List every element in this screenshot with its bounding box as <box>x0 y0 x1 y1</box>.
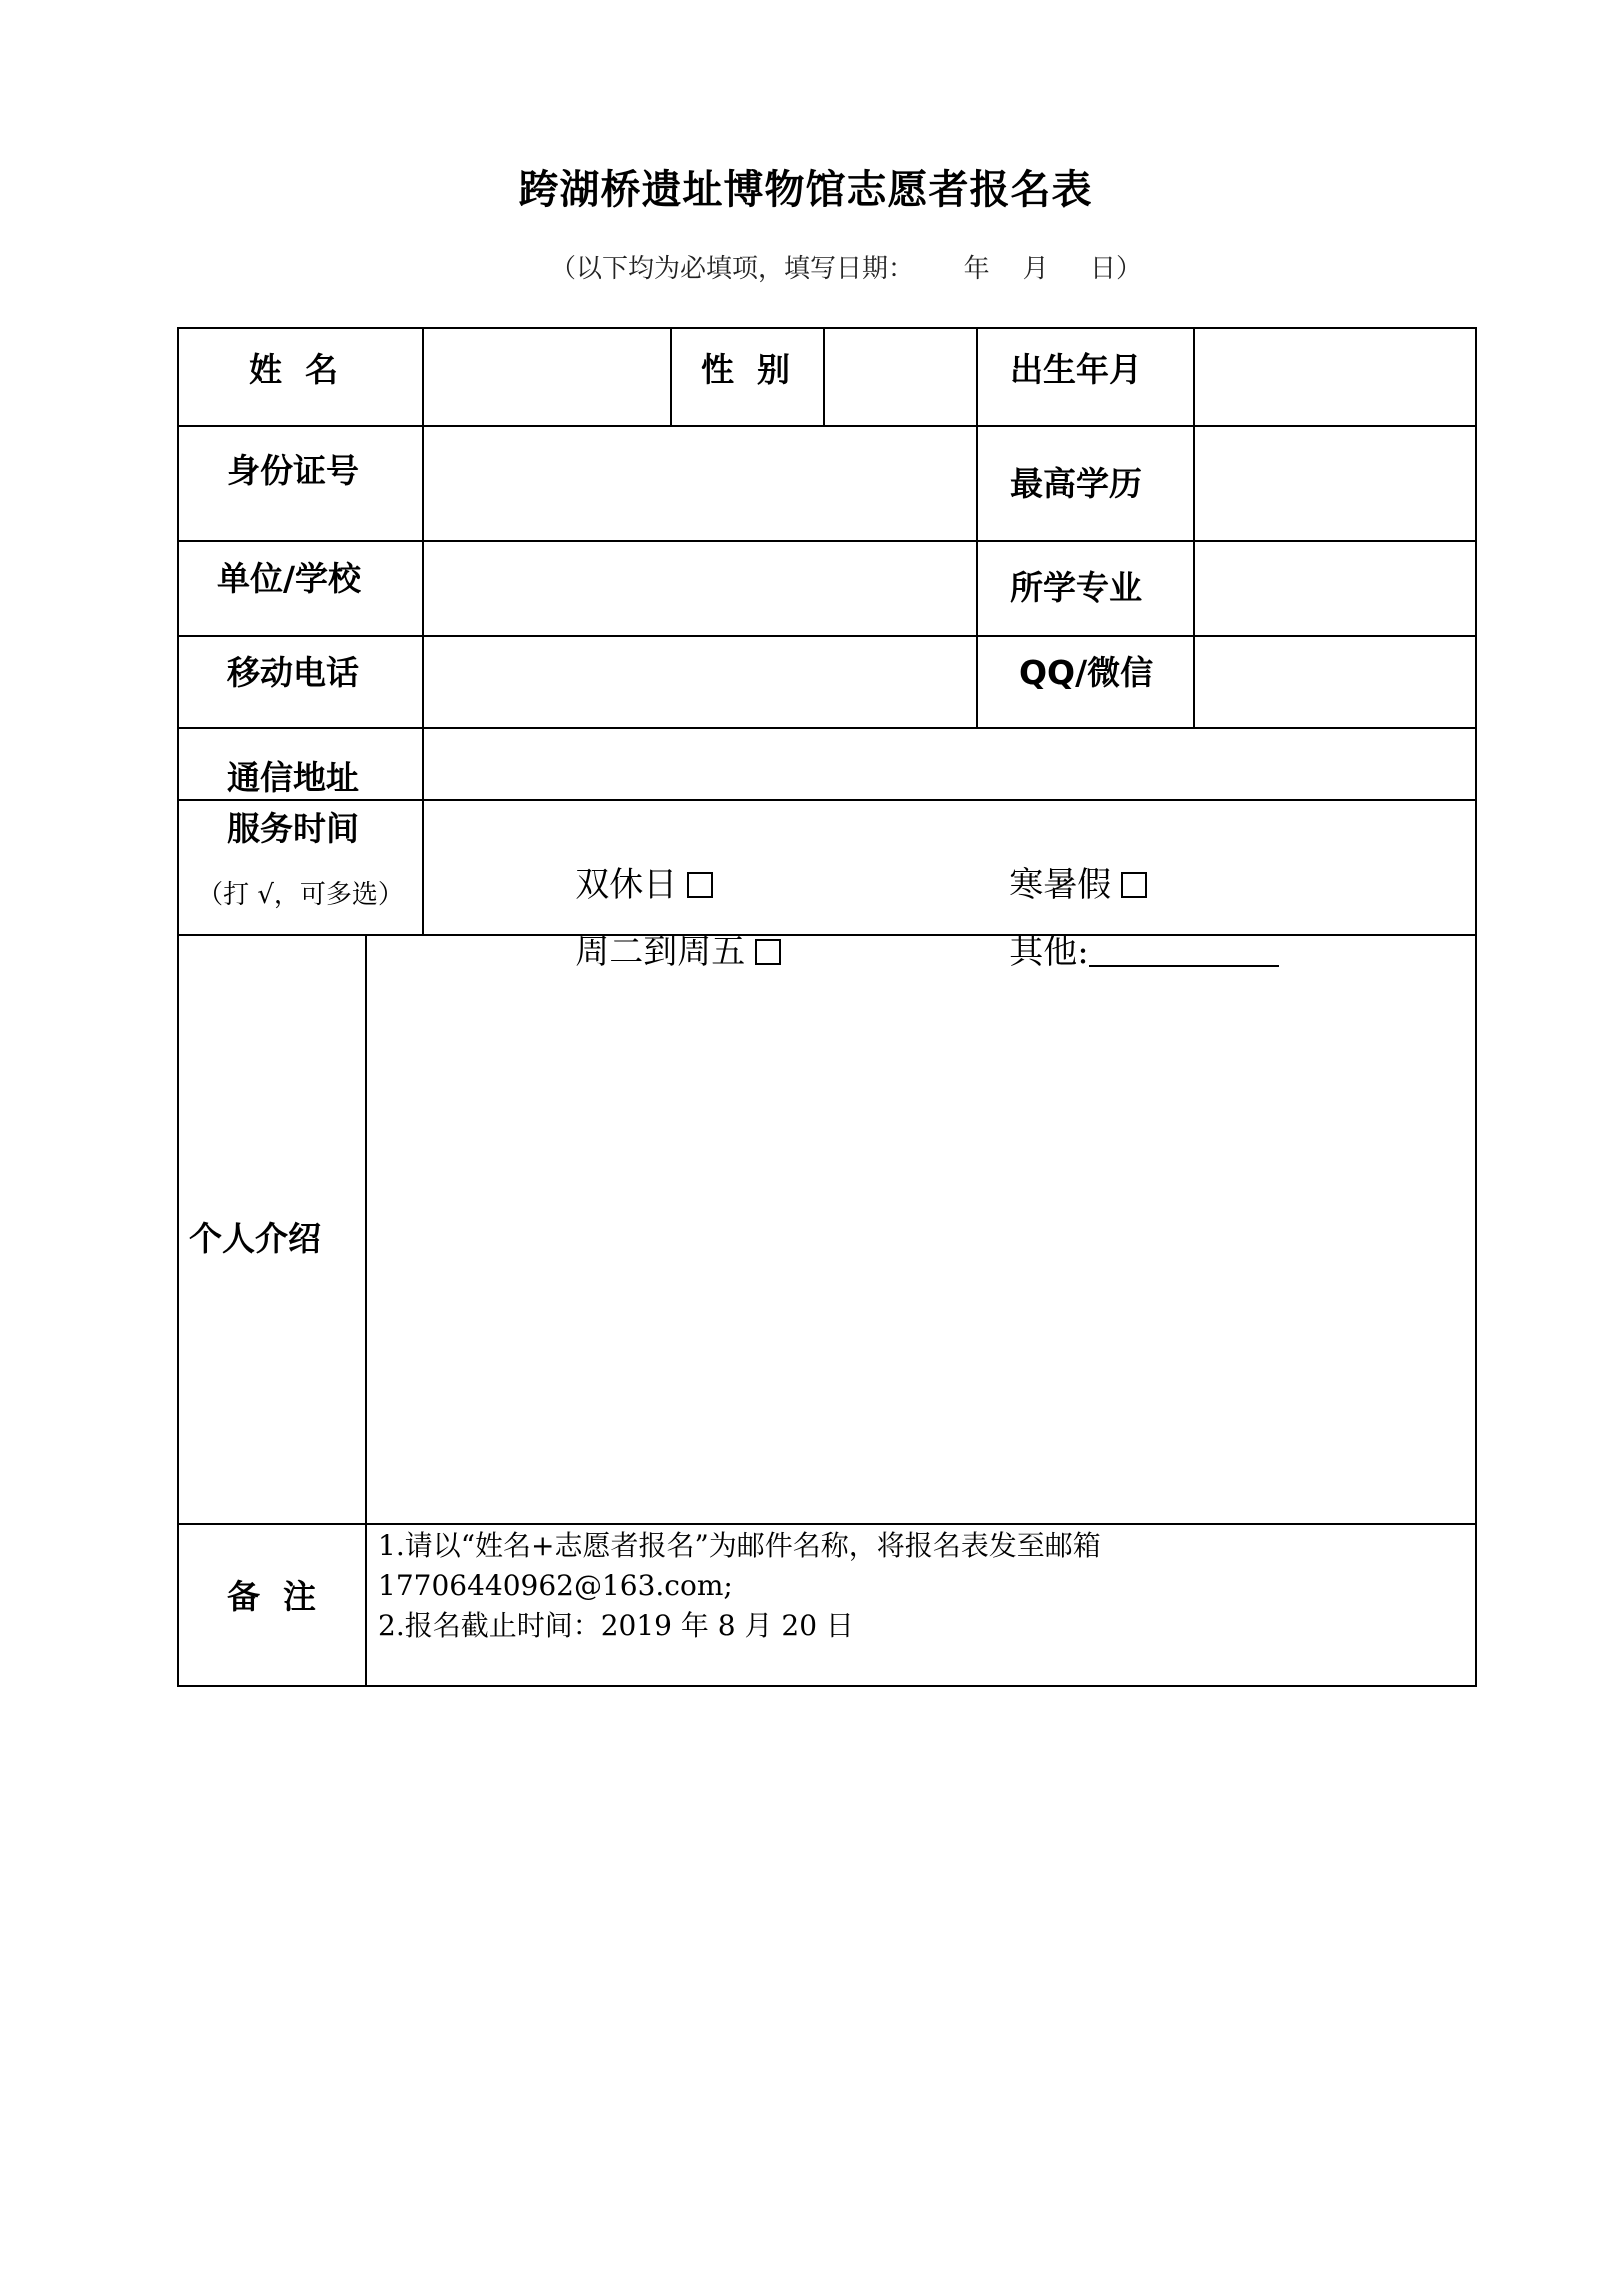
intro-label: 个人介绍 <box>189 1219 321 1258</box>
id-number-label: 身份证号 <box>227 451 359 490</box>
mobile-field[interactable] <box>424 636 976 727</box>
qq-wechat-label: QQ/微信 <box>1019 653 1154 692</box>
birth-label: 出生年月 <box>1010 350 1142 389</box>
employer-field[interactable] <box>424 541 976 635</box>
form-title: 跨湖桥遗址博物馆志愿者报名表 <box>518 166 1093 213</box>
registration-form-table <box>177 327 1477 1687</box>
row-divider <box>179 799 1475 801</box>
remarks-line-3: 2.报名截止时间：2019 年 8 月 20 日 <box>378 1609 854 1642</box>
remarks-line-1: 1.请以“姓名+志愿者报名”为邮件名称，将报名表发至邮箱 <box>378 1529 1101 1562</box>
row-divider <box>179 1523 1475 1525</box>
birth-field[interactable] <box>1195 329 1475 425</box>
qq-wechat-field[interactable] <box>1195 636 1475 727</box>
mobile-label: 移动电话 <box>227 653 359 692</box>
address-label: 通信地址 <box>227 758 359 797</box>
col-divider <box>976 329 978 727</box>
name-label: 姓 名 <box>249 350 338 389</box>
col-divider <box>670 329 672 425</box>
education-field[interactable] <box>1195 426 1475 540</box>
education-label: 最高学历 <box>1010 464 1142 503</box>
remarks-label: 备 注 <box>227 1577 316 1616</box>
option-weekdays-label: 周二到周五 <box>575 932 746 972</box>
gender-label: 性 别 <box>701 350 790 389</box>
option-vacation-label: 寒暑假 <box>1009 865 1112 905</box>
form-subtitle: （以下均为必填项，填写日期： 年 月 日） <box>550 254 1142 284</box>
name-field[interactable] <box>424 329 670 425</box>
service-time-label: 服务时间 <box>227 809 359 848</box>
major-field[interactable] <box>1195 541 1475 635</box>
remarks-line-2: 17706440962@163.com; <box>378 1569 733 1602</box>
gender-field[interactable] <box>825 329 976 425</box>
employer-label: 单位/学校 <box>217 559 362 598</box>
option-weekend-label: 双休日 <box>575 865 678 905</box>
intro-field[interactable] <box>367 935 1475 1523</box>
id-number-field[interactable] <box>424 426 976 540</box>
major-label: 所学专业 <box>1010 568 1142 607</box>
service-time-note: （打 √，可多选） <box>197 880 404 910</box>
address-field[interactable] <box>424 728 1475 799</box>
option-other-label: 其他: <box>1009 932 1089 972</box>
